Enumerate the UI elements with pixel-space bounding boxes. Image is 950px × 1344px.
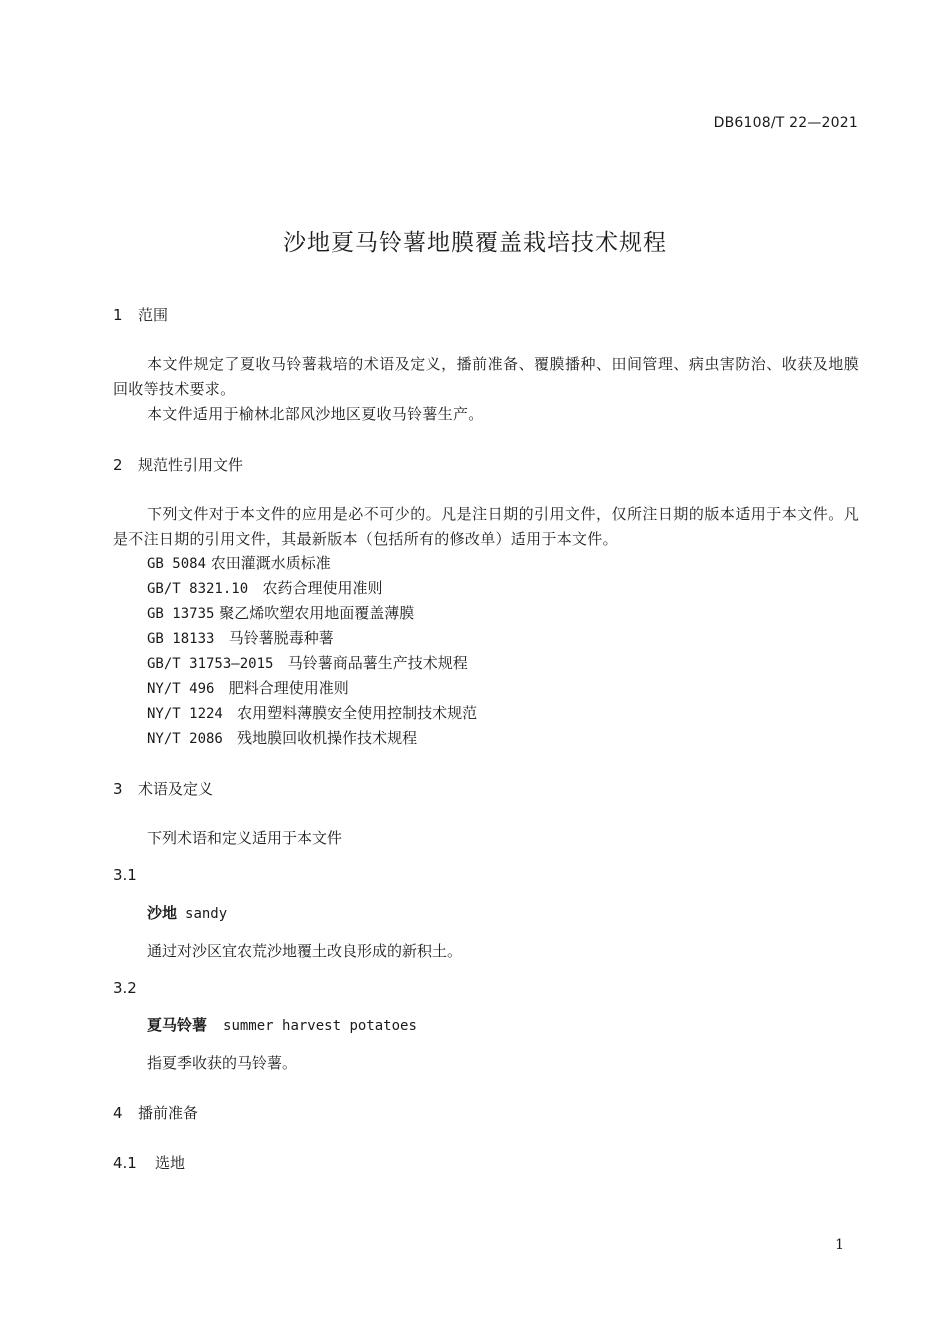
section-1-paragraph-2: 本文件适用于榆林北部风沙地区夏收马铃薯生产。 (147, 405, 484, 423)
reference-item (147, 627, 334, 648)
subsection-4-1-heading (113, 1152, 185, 1173)
reference-item (147, 652, 468, 673)
term-chinese: 沙地 (147, 904, 178, 922)
document-title: 沙地夏马铃薯地膜覆盖栽培技术规程 (283, 230, 667, 256)
section-1-paragraph-1: 本文件规定了夏收马铃薯栽培的术语及定义，播前准备、覆膜播种、田间管理、病虫害防治、收获及地膜回收等技术要求。 (113, 355, 859, 398)
reference-item (147, 727, 417, 748)
reference-title: 马铃薯商品薯生产技术规程 (287, 654, 468, 672)
reference-title: 农田灌溉水质标准 (210, 554, 331, 572)
reference-title: 农药合理使用准则 (262, 579, 383, 597)
standard-code: DB6108/T 22—2021 (713, 115, 858, 131)
term-chinese: 夏马铃薯 (147, 1016, 208, 1034)
subsection-title: 选地 (155, 1154, 186, 1172)
reference-title: 聚乙烯吹塑农用地面覆盖薄膜 (219, 604, 415, 622)
section-title: 范围 (138, 306, 169, 324)
reference-item (147, 577, 382, 598)
reference-item (147, 702, 477, 723)
page-number: 1 (835, 1237, 844, 1253)
section-3-heading (113, 778, 213, 799)
section-1-heading (113, 304, 168, 325)
term-3-1 (147, 902, 227, 923)
term-3-2 (147, 1014, 417, 1035)
section-4-heading (113, 1102, 198, 1123)
reference-item (147, 552, 331, 573)
term-3-1-definition: 通过对沙区宜农荒沙地覆土改良形成的新积土。 (147, 942, 463, 960)
reference-code: GB 5084 (147, 556, 207, 572)
term-english: summer harvest potatoes (223, 1018, 417, 1034)
term-english: sandy (185, 906, 228, 922)
section-title: 规范性引用文件 (138, 456, 244, 474)
section-2-paragraph: 下列文件对于本文件的应用是必不可少的。凡是注日期的引用文件，仅所注日期的版本适用于本文件。凡是不注日期的引用文件，其最新版本（包括所有的修改单）适用于本文件。 (113, 505, 859, 548)
reference-item (147, 677, 349, 698)
reference-code: NY/T 1224 (147, 706, 223, 722)
section-title: 播前准备 (138, 1104, 199, 1122)
section-2-heading (113, 454, 243, 475)
section-number: 2 (113, 456, 123, 474)
reference-code: GB/T 8321.10 (147, 581, 249, 597)
term-3-1-number: 3.1 (113, 866, 137, 884)
reference-code: NY/T 2086 (147, 731, 223, 747)
reference-title: 农用塑料薄膜安全使用控制技术规范 (237, 704, 478, 722)
reference-title: 残地膜回收机操作技术规程 (237, 729, 418, 747)
section-number: 1 (113, 306, 123, 324)
term-3-2-definition: 指夏季收获的马铃薯。 (147, 1054, 298, 1072)
reference-title: 肥料合理使用准则 (228, 679, 349, 697)
reference-code: GB 18133 (147, 631, 215, 647)
reference-title: 马铃薯脱毒种薯 (228, 629, 334, 647)
section-number: 4 (113, 1104, 123, 1122)
subsection-number: 4.1 (113, 1154, 137, 1172)
section-3-intro: 下列术语和定义适用于本文件 (147, 829, 343, 847)
section-number: 3 (113, 780, 123, 798)
reference-code: GB 13735 (147, 606, 215, 622)
reference-code: NY/T 496 (147, 681, 215, 697)
reference-code: GB/T 31753—2015 (147, 656, 274, 672)
section-title: 术语及定义 (138, 780, 214, 798)
term-3-2-number: 3.2 (113, 979, 137, 997)
reference-item (147, 602, 414, 623)
